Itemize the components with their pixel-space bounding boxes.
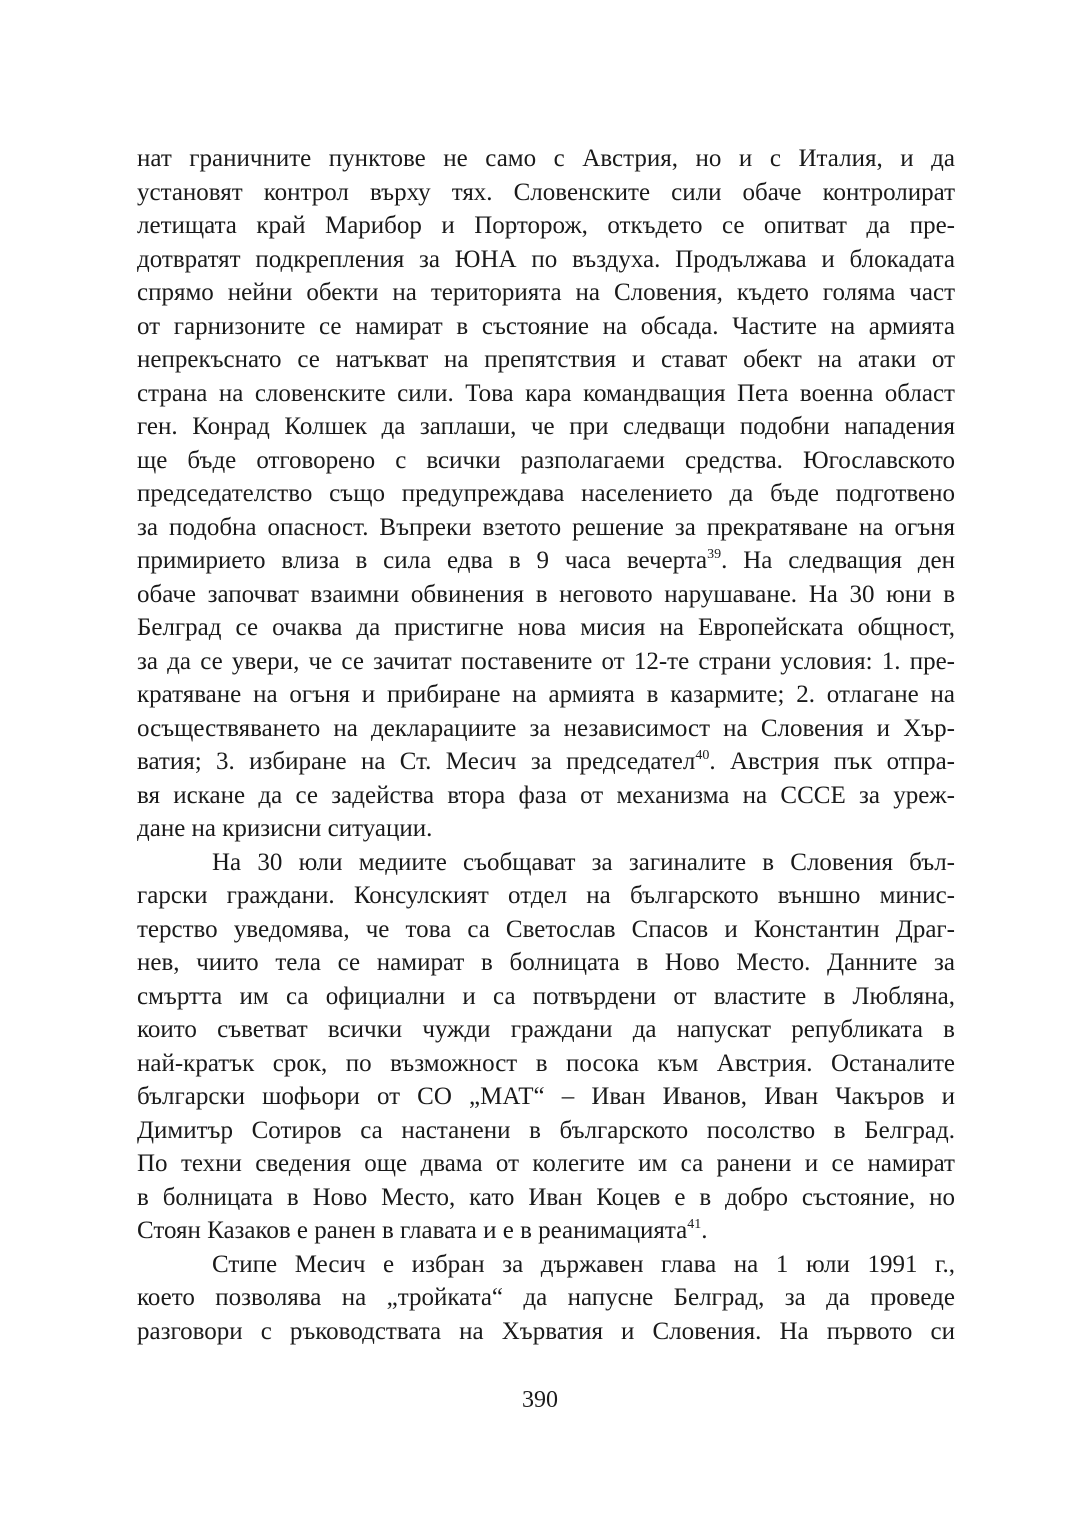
text-line: нат граничните пунктове не само с Австрия, но и с Италия, и да bbox=[137, 145, 955, 172]
text-line: гарски граждани. Консулският отдел на българското външно минис- bbox=[137, 882, 955, 909]
text-line: примирието влиза в сила едва в 9 часа вечерта$^{39}$. На следващия ден bbox=[137, 547, 955, 574]
footnote-ref: 40 bbox=[695, 748, 710, 763]
text-line: Стипе Месич е избран за държавен глава на 1 юли 1991 г., bbox=[212, 1250, 955, 1278]
text-line: ген. Конрад Колшек да заплаши, че при следващи подобни нападения bbox=[137, 413, 955, 440]
text-line: от гарнизоните се намират в състояние на обсада. Частите на армията bbox=[137, 312, 955, 340]
text-line: за подобна опасност. Въпреки взетото решение за прекратяване на огъня bbox=[137, 513, 955, 541]
text-line: ватия; 3. избиране на Ст. Месич за председател$^{40}$. Австрия пък отпра- bbox=[137, 748, 955, 775]
text-line: Димитър Сотиров са настанени в българското посолство в Белград. bbox=[137, 1116, 955, 1144]
text-line: за да се увери, че се зачитат поставените от 12-те страни условия: 1. пре- bbox=[137, 647, 955, 675]
text-line: вя искане да се задейства втора фаза от механизма на СССЕ за уреж- bbox=[137, 781, 955, 809]
body-text bbox=[137, 142, 955, 1348]
text-line: кратяване на огъня и прибиране на армията в казармите; 2. отлагане на bbox=[137, 681, 955, 708]
text-line: нев, чиито тела се намират в болницата в Ново Место. Данните за bbox=[137, 949, 955, 976]
text-line: които съветват всички чужди граждани да напускат републиката в bbox=[137, 1016, 955, 1043]
text-line: дотвратят подкрепления за ЮНА по въздуха. Продължава и блокадата bbox=[137, 245, 955, 273]
footnote-ref: 41 bbox=[687, 1217, 702, 1232]
text-line: спрямо нейни обекти на територията на Словения, където голяма част bbox=[137, 279, 955, 306]
text-line: смъртта им са официални и са потвърдени от властите в Любляна, bbox=[137, 982, 955, 1010]
text-line: непрекъснато се натъкват на препятствия и стават обект на атаки от bbox=[137, 346, 955, 373]
text-line: което позволява на „тройката“ да напусне Белград, за да проведе bbox=[137, 1284, 955, 1311]
text-line: в болницата в Ново Место, като Иван Коцев е в добро състояние, но bbox=[137, 1183, 955, 1211]
text-line: установят контрол върху тях. Словенските сили обаче контролират bbox=[137, 178, 955, 206]
text-line: председателство също предупреждава населението да бъде подготвено bbox=[137, 480, 955, 507]
text-line: осъществяването на декларациите за независимост на Словения и Хър- bbox=[137, 714, 955, 742]
page-number: 390 bbox=[522, 1387, 558, 1413]
text-line: По техни сведения още двама от колегите им са ранени и се намират bbox=[137, 1150, 955, 1177]
text-line: дане на кризисни ситуации. bbox=[137, 815, 433, 842]
text-line: български шофьори от СО „МАТ“ – Иван Иванов, Иван Чакъров и bbox=[137, 1083, 955, 1110]
text-line: най-кратък срок, по възможност в посока към Австрия. Останалите bbox=[137, 1049, 955, 1077]
text-line: летищата край Марибор и Порторож, откъдето се опитват да пре- bbox=[137, 212, 955, 239]
text-line: разговори с ръководствата на Хърватия и Словения. На първото си bbox=[137, 1317, 955, 1345]
text-line: Стоян Казаков е ранен в главата и е в реанимацията$^{41}$. bbox=[137, 1217, 708, 1244]
text-line: ще бъде отговорено с всички разполагаеми средства. Югославското bbox=[137, 446, 955, 474]
text-line: терство уведомява, че това са Светослав Спасов и Константин Драг- bbox=[137, 915, 955, 943]
text-line: Белград се очаква да пристигне нова мисия на Европейската общност, bbox=[137, 614, 955, 641]
text-line: обаче започват взаимни обвинения в неговото нарушаване. На 30 юни в bbox=[137, 580, 955, 608]
text-line: На 30 юли медиите съобщават за загиналите в Словения бъл- bbox=[212, 848, 955, 876]
text-line: страна на словенските сили. Това кара командващия Пета военна област bbox=[137, 379, 955, 407]
footnote-ref: 39 bbox=[707, 547, 722, 562]
